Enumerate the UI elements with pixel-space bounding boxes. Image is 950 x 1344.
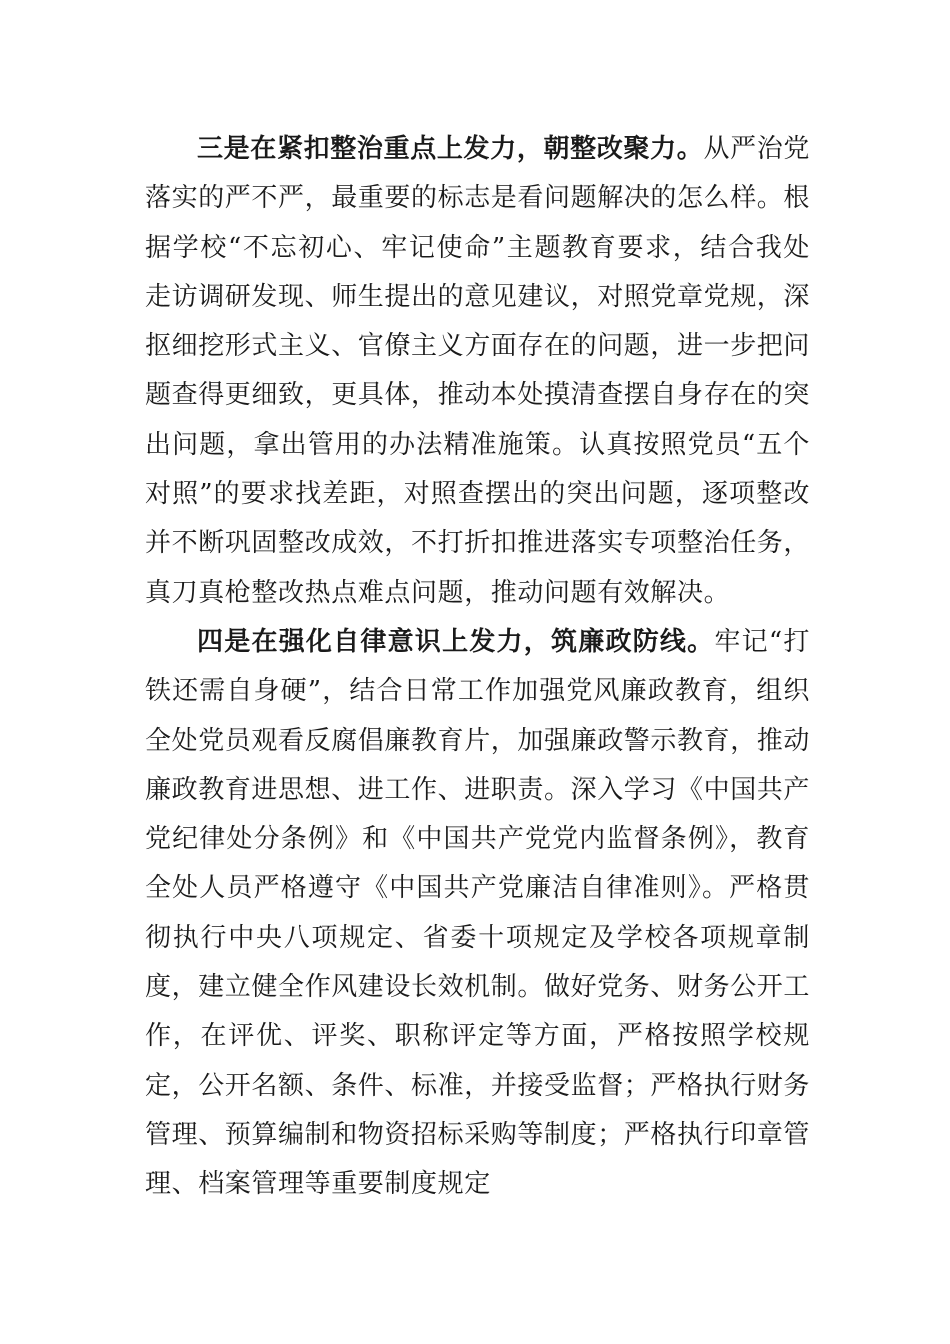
paragraph-three-heading: 三是在紧扣整治重点上发力，朝整改聚力。 bbox=[197, 134, 704, 164]
paragraph-four-text: 牢记“打铁还需自身硬”，结合日常工作加强党风廉政教育，组织全处党员观看反腐倡廉教育片，加强廉政警示教育，推动廉政教育进思想、进工作、进职责。深入学习《中国共产党纪律处分条例》和《中国共产党党内监督条例》，教育全处人员严格遵守《中国共产党廉洁自律准则》。严格贯彻执行中央八项规定、省委十项规定及学校各项规章制度，建立健全作风建设长效机制。做好党务、财务公开工作，在评优、评奖、职称评定等方面，严格按照学校规定，公开名额、条件、标准，并接受监督；严格执行财务管理、预算编制和物资招标采购等制度；严格执行印章管理、档案管理等重要制度规定 bbox=[145, 626, 811, 1200]
paragraph-four-heading: 四是在强化自律意识上发力，筑廉政防线。 bbox=[197, 626, 715, 657]
document-body bbox=[145, 125, 810, 1210]
paragraph-three bbox=[145, 125, 810, 618]
paragraph-three-text: 从严治党落实的严不严，最重要的标志是看问题解决的怎么样。根据学校“不忘初心、牢记使命”主题教育要求，结合我处走访调研发现、师生提出的意见建议，对照党章党规，深抠细挖形式主义、官僚主义方面存在的问题，进一步把问题查得更细致，更具体，推动本处摸清查摆自身存在的突出问题，拿出管用的办法精准施策。认真按照党员“五个对照”的要求找差距，对照查摆出的突出问题，逐项整改并不断巩固整改成效，不打折扣推进落实专项整治任务，真刀真枪整改热点难点问题，推动问题有效解决。 bbox=[145, 134, 811, 608]
paragraph-four bbox=[145, 618, 810, 1210]
